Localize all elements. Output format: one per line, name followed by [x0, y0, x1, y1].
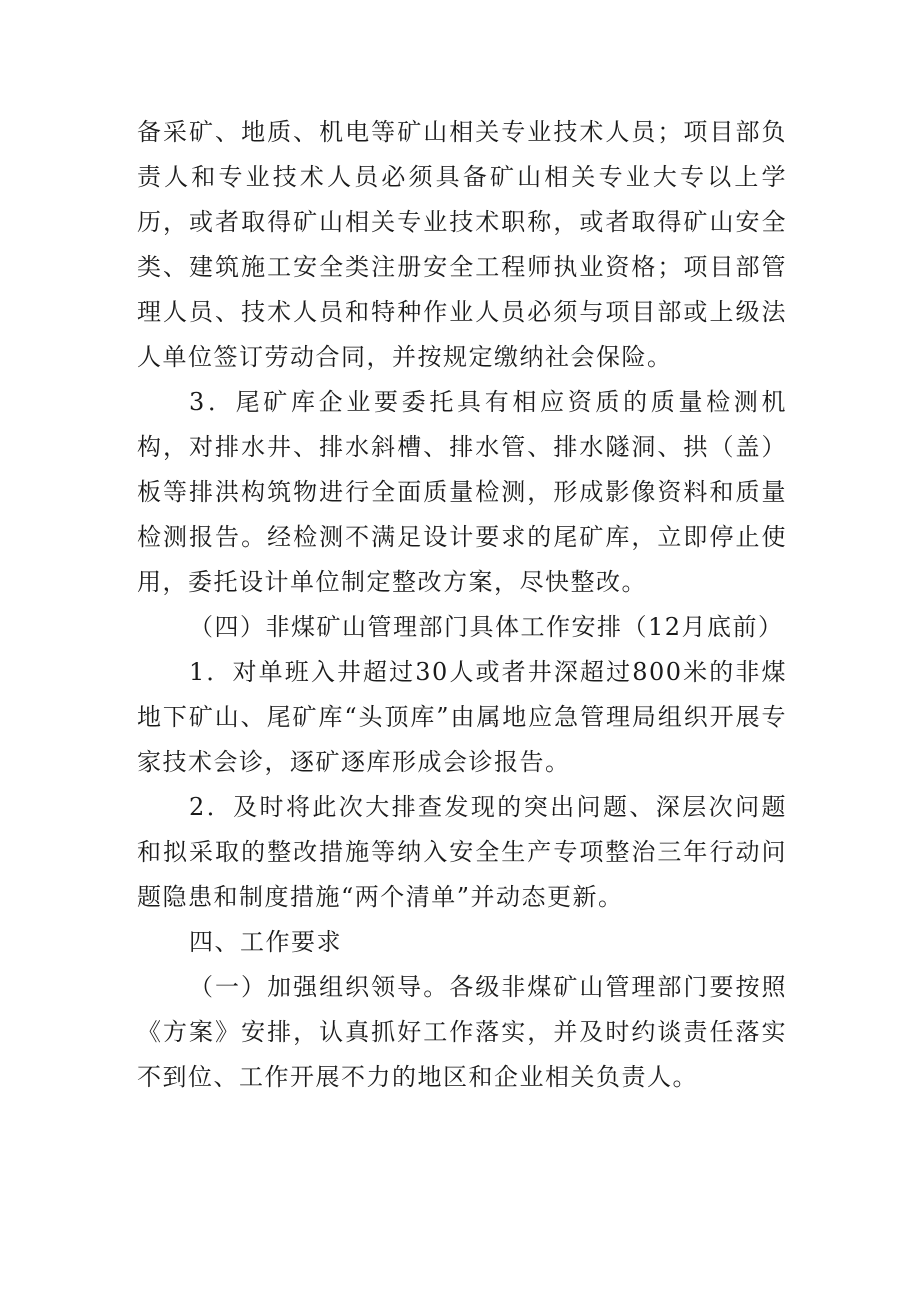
paragraph-item-2-two-lists: 2．及时将此次大排查发现的突出问题、深层次问题和拟采取的整改措施等纳入安全生产专项整治三年行动问题隐患和制度措施“两个清单”并动态更新。 — [137, 793, 787, 911]
paragraph-item-3-quality-inspection: 3．尾矿库企业要委托具有相应资质的质量检测机构，对排水井、排水斜槽、排水管、排水隧洞、拱（盖）板等排洪构筑物进行全面质量检测，形成影像资料和质量检测报告。经检测不满足设计要求的尾矿库，立即停止使用，委托设计单位制定整改方案，尽快整改。 — [137, 388, 787, 596]
section-heading-4-arrangements: （四）非煤矿山管理部门具体工作安排（12月底前） — [189, 613, 784, 641]
section-heading-work-requirements: 四、工作要求 — [189, 928, 342, 956]
document-body — [137, 110, 787, 1100]
paragraph-item-1-expert-consultation: 1．对单班入井超过30人或者井深超过800米的非煤地下矿山、尾矿库“头顶库”由属地应急管理局组织开展专家技术会诊，逐矿逐库形成会诊报告。 — [137, 658, 787, 776]
paragraph-strengthen-leadership: （一）加强组织领导。各级非煤矿山管理部门要按照《方案》安排，认真抓好工作落实，并及时约谈责任落实不到位、工作开展不力的地区和企业相关负责人。 — [137, 973, 787, 1091]
paragraph-personnel-qualifications: 备采矿、地质、机电等矿山相关专业技术人员；项目部负责人和专业技术人员必须具备矿山相关专业大专以上学历，或者取得矿山相关专业技术职称，或者取得矿山安全类、建筑施工安全类注册安全工程师执业资格；项目部管理人员、技术人员和特种作业人员必须与项目部或上级法人单位签订劳动合同，并按规定缴纳社会保险。 — [137, 118, 787, 371]
